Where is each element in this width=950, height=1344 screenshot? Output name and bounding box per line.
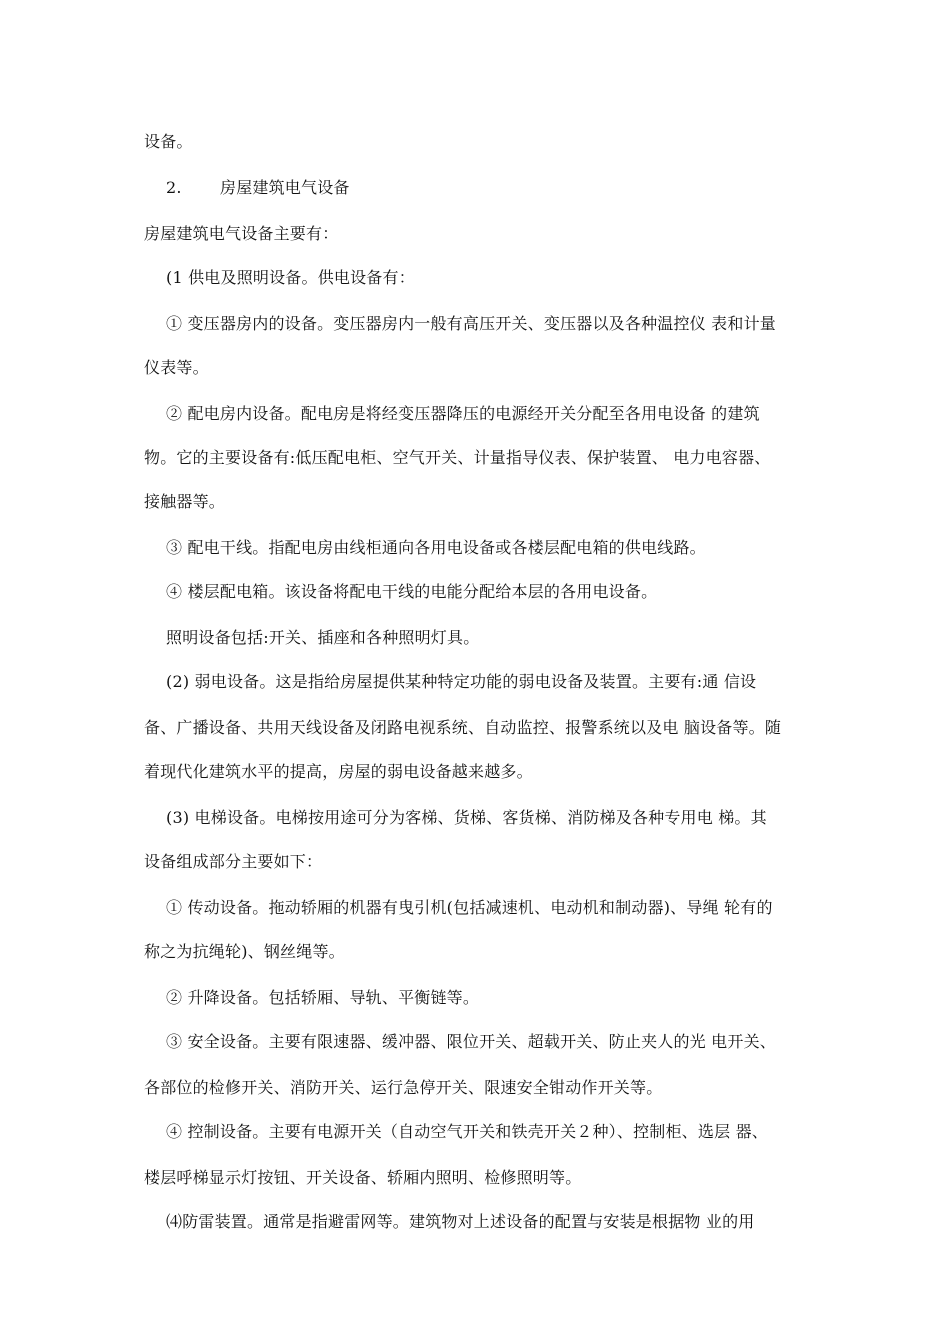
text-line: 称之为抗绳轮)、钢丝绳等。 [144, 942, 345, 961]
text-line: ② 升降设备。包括轿厢、导轨、平衡链等。 [166, 988, 480, 1007]
text-line: ③ 安全设备。主要有限速器、缓冲器、限位开关、超载开关、防止夹人的光 电开关、 [166, 1032, 776, 1051]
text-line: ① 传动设备。拖动轿厢的机器有曳引机(包括减速机、电动机和制动器)、导绳 轮有的 [166, 898, 773, 917]
text-line: ② 配电房内设备。配电房是将经变压器降压的电源经开关分配至各用电设备 的建筑 [166, 404, 760, 423]
text-line: ① 变压器房内的设备。变压器房内一般有高压开关、变压器以及各种温控仪 表和计量 [166, 314, 776, 333]
text-line: ④ 楼层配电箱。该设备将配电干线的电能分配给本层的各用电设备。 [166, 582, 658, 601]
text-line: (1 供电及照明设备。供电设备有： [166, 268, 415, 287]
text-line: 接触器等。 [144, 492, 226, 511]
text-line: 仪表等。 [144, 358, 209, 377]
text-line: (3) 电梯设备。电梯按用途可分为客梯、货梯、客货梯、消防梯及各种专用电 梯。其 [166, 808, 767, 827]
text-line: 照明设备包括:开关、插座和各种照明灯具。 [166, 628, 480, 647]
text-line: ⑷防雷装置。通常是指避雷网等。建筑物对上述设备的配置与安装是根据物 业的用 [166, 1212, 755, 1231]
text-line: ③ 配电干线。指配电房由线柜通向各用电设备或各楼层配电箱的供电线路。 [166, 538, 706, 557]
text-line: 着现代化建筑水平的提高，房屋的弱电设备越来越多。 [144, 762, 533, 781]
text-line: 物。它的主要设备有:低压配电柜、空气开关、计量指导仪表、保护装置、 电力电容器、 [144, 448, 771, 467]
text-line: 各部位的检修开关、消防开关、运行急停开关、限速安全钳动作开关等。 [144, 1078, 663, 1097]
text-line: ④ 控制设备。主要有电源开关（自动空气开关和铁壳开关２种）、控制柜、选层 器、 [166, 1122, 768, 1141]
text-line: (2) 弱电设备。这是指给房屋提供某种特定功能的弱电设备及装置。主要有:通 信设 [166, 672, 757, 691]
text-line: 楼层呼梯显示灯按钮、开关设备、轿厢内照明、检修照明等。 [144, 1168, 582, 1187]
text-line: 房屋建筑电气设备主要有： [144, 224, 339, 243]
section-heading: 房屋建筑电气设备 [220, 178, 350, 197]
text-line: 备、广播设备、共用天线设备及闭路电视系统、自动监控、报警系统以及电 脑设备等。随 [144, 718, 782, 737]
text-line: 设备组成部分主要如下： [144, 852, 323, 871]
section-number: 2. [166, 178, 182, 197]
text-line: 设备。 [144, 132, 193, 151]
